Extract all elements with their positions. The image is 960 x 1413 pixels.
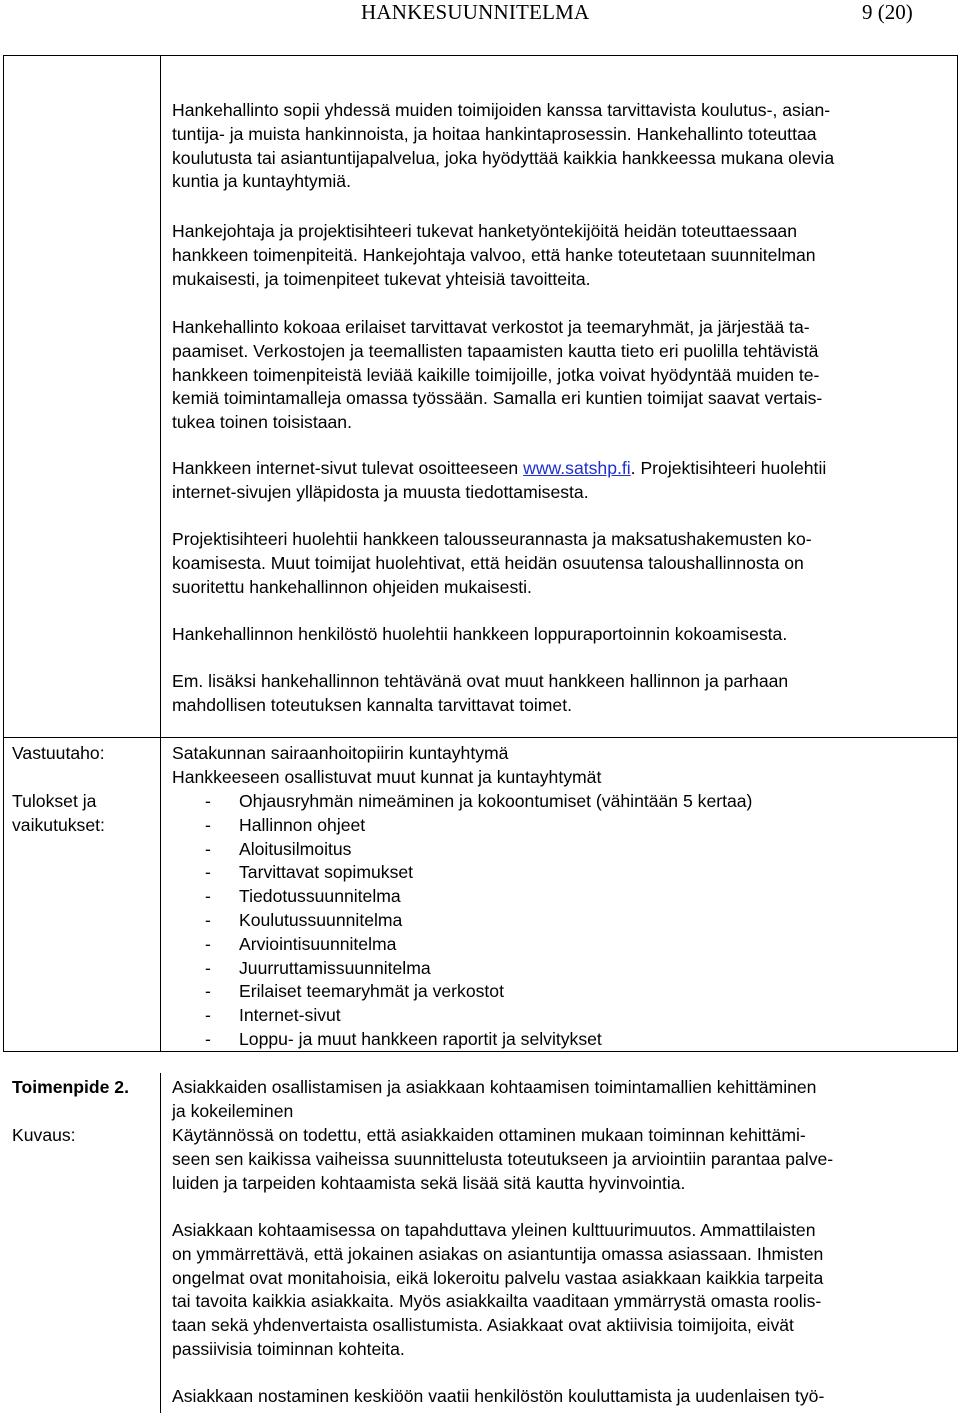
- text-line: kuntia ja kuntayhtymiä.: [172, 171, 351, 192]
- list-item: - Hallinnon ohjeet: [205, 814, 752, 838]
- text-line: internet-sivujen ylläpidosta ja muusta tiedottamisesta.: [172, 481, 589, 502]
- text-line: hankkeen toimenpiteitä. Hankejohtaja valvoo, että hanke toteutetaan suunnitelman: [172, 244, 816, 265]
- text-line: tai tavoita kaikkia asiakkaita. Myös asiakkailta vaaditaan ymmärrystä omasta roolis-: [172, 1291, 822, 1312]
- table-row-divider: [3, 737, 958, 738]
- list-item: - Juurruttamissuunnitelma: [205, 957, 752, 981]
- text-line: Hankehallinto sopii yhdessä muiden toimijoiden kanssa tarvittavista koulutus-, asian-: [172, 100, 831, 120]
- text-line: ongelmat ovat monitahoisia, eikä lokeroitu palvelu vastaa asiakkaan kaikkia tarpeita: [172, 1267, 824, 1288]
- list-item: - Tiedotussuunnitelma: [205, 885, 752, 909]
- label-toimenpide: Toimenpide 2.: [12, 1077, 129, 1097]
- text-line: Projektisihteeri huolehtii hankkeen talousseurannasta ja maksatushakemusten ko-: [172, 529, 812, 549]
- website-link[interactable]: www.satshp.fi: [523, 458, 631, 478]
- list-item: - Tarvittavat sopimukset: [205, 861, 752, 885]
- list-item: - Loppu- ja muut hankkeen raportit ja selvitykset: [205, 1028, 752, 1052]
- table-border-top: [3, 55, 958, 56]
- kuvaus-paragraph-2: [172, 1219, 947, 1362]
- text-line: mahdollisen toteutuksen kannalta tarvittavat toimet.: [172, 694, 572, 715]
- tulokset-list: [205, 790, 752, 1052]
- label-tulokset: [12, 790, 105, 838]
- text-line: Hankkeeseen osallistuvat muut kunnat ja kuntayhtymät: [172, 766, 602, 787]
- table-border-left-top: [3, 55, 4, 1052]
- table-column-divider-top: [160, 55, 161, 1052]
- text-line: tuntija- ja muista hankinnoista, ja hoitaa hankintaprosessin. Hankehallinto toteuttaa: [172, 123, 817, 144]
- toimenpide-title: [172, 1076, 947, 1124]
- text-line: paamiset. Verkostojen ja teemallisten tapaamisten kautta tieto eri puolilla tehtävistä: [172, 340, 819, 361]
- page-header: [0, 0, 960, 26]
- text-line: Hankehallinnon henkilöstö huolehtii hankkeen loppuraportoinnin kokoamisesta.: [172, 624, 788, 644]
- text-line: Asiakkaan kohtaamisessa on tapahduttava yleinen kulttuurimuutos. Ammattilaisten: [172, 1220, 816, 1240]
- list-item: - Aloitusilmoitus: [205, 838, 752, 862]
- label-kuvaus: Kuvaus:: [12, 1125, 76, 1145]
- table-border-right-top: [957, 55, 958, 1052]
- paragraph-verkostot: [172, 316, 947, 435]
- page-number: 9 (20): [862, 0, 913, 24]
- paragraph-loppuraportointi: [172, 623, 947, 647]
- text-line: Hankehallinto kokoaa erilaiset tarvittavat verkostot ja teemaryhmät, ja järjestää ta-: [172, 317, 810, 337]
- paragraph-hankejohtaja: [172, 220, 947, 291]
- list-item: - Ohjausryhmän nimeäminen ja kokoontumiset (vähintään 5 kertaa): [205, 790, 752, 814]
- text-line: mukaisesti, ja toimenpiteet tukevat yhteisiä tavoitteita.: [172, 268, 591, 289]
- kuvaus-paragraph-1: [172, 1124, 947, 1195]
- text-segment: . Projektisihteeri huolehtii: [630, 458, 827, 478]
- kuvaus-paragraph-3: [172, 1385, 947, 1409]
- text-line: tukea toinen toisistaan.: [172, 412, 352, 433]
- paragraph-internet-sivut: [172, 457, 947, 505]
- paragraph-muut-toimet: [172, 670, 947, 718]
- text-line: on ymmärrettävä, että jokainen asiakas on asiantuntija omassa asiassaan. Ihmisten: [172, 1243, 824, 1264]
- text-line: Satakunnan sairaanhoitopiirin kuntayhtymä: [172, 743, 509, 763]
- text-line: Hankejohtaja ja projektisihteeri tukevat hanketyöntekijöitä heidän toteuttaessaan: [172, 221, 797, 241]
- text-line: taan sekä yhdenvertaista osallistumista. Asiakkaat ovat aktiivisia toimijoita, eivät: [172, 1315, 794, 1336]
- text-line: koamisesta. Muut toimijat huolehtivat, että heidän osuutensa taloushallinnosta on: [172, 552, 804, 573]
- list-item: - Arviointisuunnitelma: [205, 933, 752, 957]
- vastuutaho-value: [172, 742, 947, 790]
- table-column-divider-bottom: [160, 1073, 161, 1413]
- paragraph-talousseuranta: [172, 528, 947, 599]
- text-line: hankkeen toimenpiteistä leviää kaikille toimijoille, jotka voivat hyödyntää muiden te-: [172, 364, 820, 385]
- list-item: - Erilaiset teemaryhmät ja verkostot: [205, 980, 752, 1004]
- text-line: koulutusta tai asiantuntijapalvelua, joka hyödyttää kaikkia hankkeessa mukana olevia: [172, 147, 835, 168]
- text-line: vaikutukset:: [12, 814, 105, 835]
- text-line: luiden ja tarpeiden kohtaamista sekä lisää sitä kautta hyvinvointia.: [172, 1172, 686, 1193]
- text-line: seen sen kaikissa vaiheissa suunnittelusta toteutukseen ja arviointiin parantaa palve-: [172, 1148, 834, 1169]
- text-line: ja kokeileminen: [172, 1100, 294, 1121]
- text-line: kemiä toimintamalleja omassa työssään. Samalla eri kuntien toimijat saavat vertais-: [172, 388, 823, 409]
- text-line: Tulokset ja: [12, 791, 97, 811]
- text-line: Asiakkaiden osallistamisen ja asiakkaan kohtaamisen toimintamallien kehittäminen: [172, 1077, 817, 1097]
- list-item: - Koulutussuunnitelma: [205, 909, 752, 933]
- label-vastuutaho: Vastuutaho:: [12, 743, 105, 763]
- text-segment: Hankkeen internet-sivut tulevat osoitteeseen: [172, 458, 524, 478]
- text-line: suoritettu hankehallinnon ohjeiden mukaisesti.: [172, 576, 532, 597]
- document-title: HANKESUUNNITELMA: [361, 0, 590, 24]
- text-line: [172, 457, 947, 481]
- text-line: Asiakkaan nostaminen keskiöön vaatii henkilöstön kouluttamista ja uudenlaisen työ-: [172, 1386, 825, 1406]
- text-line: Em. lisäksi hankehallinnon tehtävänä ovat muut hankkeen hallinnon ja parhaan: [172, 671, 789, 691]
- paragraph-hankintaprosessi: [172, 99, 947, 194]
- list-item: - Internet-sivut: [205, 1004, 752, 1028]
- text-line: Käytännössä on todettu, että asiakkaiden ottaminen mukaan toiminnan kehittämi-: [172, 1125, 806, 1145]
- text-line: passiivisia toiminnan kohteita.: [172, 1338, 405, 1359]
